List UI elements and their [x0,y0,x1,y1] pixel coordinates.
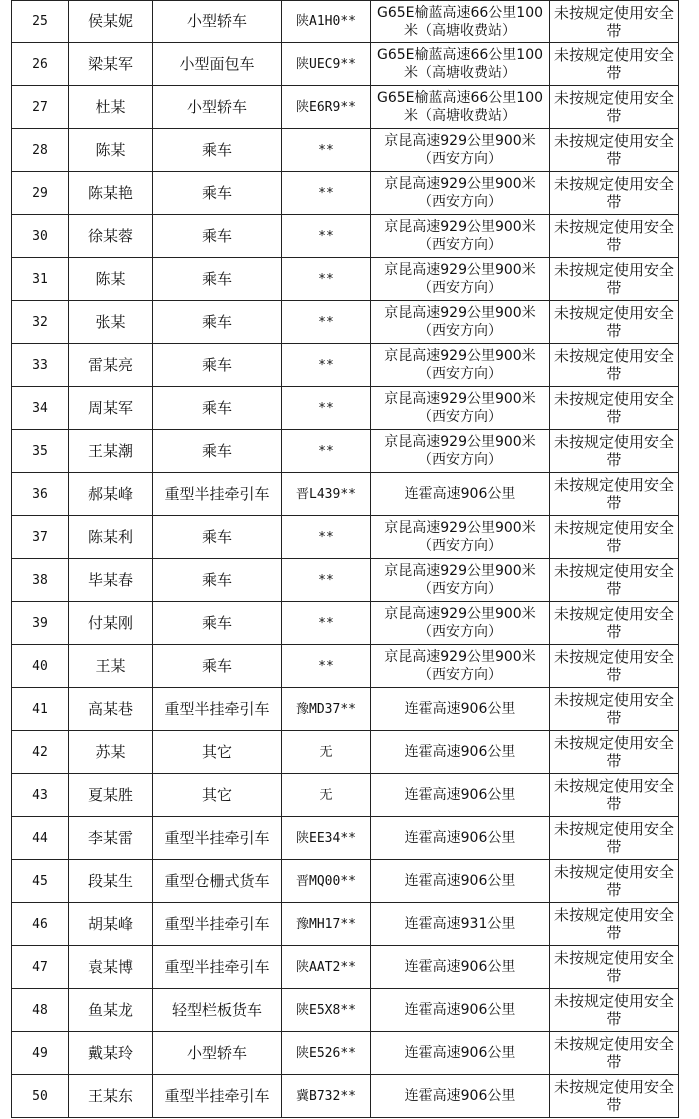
cell-location: 京昆高速929公里900米（西安方向） [371,215,550,258]
cell-number: 38 [12,559,69,602]
cell-vehicle-type: 其它 [153,731,282,774]
table-row [12,817,679,860]
cell-location: 连霍高速931公里 [371,903,550,946]
cell-number: 46 [12,903,69,946]
cell-number: 33 [12,344,69,387]
cell-name: 段某生 [69,860,153,903]
cell-plate: ** [282,516,371,559]
table-row [12,473,679,516]
cell-name: 戴某玲 [69,1032,153,1075]
table-row [12,774,679,817]
cell-number: 32 [12,301,69,344]
cell-vehicle-type: 重型半挂牵引车 [153,946,282,989]
cell-name: 陈某利 [69,516,153,559]
table-row [12,602,679,645]
cell-name: 袁某博 [69,946,153,989]
cell-number: 35 [12,430,69,473]
cell-name: 张某 [69,301,153,344]
cell-location: 连霍高速906公里 [371,774,550,817]
table-row [12,903,679,946]
cell-violation: 未按规定使用安全带 [550,645,679,688]
cell-location: 京昆高速929公里900米（西安方向） [371,516,550,559]
table-row [12,645,679,688]
cell-violation: 未按规定使用安全带 [550,344,679,387]
cell-name: 付某刚 [69,602,153,645]
table-row [12,129,679,172]
table-row [12,946,679,989]
cell-violation: 未按规定使用安全带 [550,430,679,473]
cell-number: 31 [12,258,69,301]
table-row [12,43,679,86]
cell-vehicle-type: 乘车 [153,387,282,430]
cell-name: 陈某艳 [69,172,153,215]
table-row [12,1032,679,1075]
cell-violation: 未按规定使用安全带 [550,817,679,860]
cell-vehicle-type: 乘车 [153,258,282,301]
cell-violation: 未按规定使用安全带 [550,903,679,946]
cell-vehicle-type: 重型半挂牵引车 [153,817,282,860]
cell-location: 连霍高速906公里 [371,860,550,903]
cell-name: 高某巷 [69,688,153,731]
cell-name: 雷某亮 [69,344,153,387]
cell-plate: 无 [282,731,371,774]
cell-number: 50 [12,1075,69,1118]
cell-name: 毕某春 [69,559,153,602]
cell-plate: ** [282,301,371,344]
cell-number: 40 [12,645,69,688]
cell-name: 杜某 [69,86,153,129]
cell-violation: 未按规定使用安全带 [550,1,679,43]
cell-plate: ** [282,129,371,172]
cell-location: G65E榆蓝高速66公里100米（高塘收费站） [371,1,550,43]
cell-plate: 陕EE34** [282,817,371,860]
cell-name: 陈某 [69,258,153,301]
table-row [12,989,679,1032]
cell-name: 王某潮 [69,430,153,473]
cell-violation: 未按规定使用安全带 [550,258,679,301]
cell-location: 京昆高速929公里900米（西安方向） [371,129,550,172]
cell-location: 连霍高速906公里 [371,946,550,989]
cell-location: 京昆高速929公里900米（西安方向） [371,602,550,645]
cell-name: 周某军 [69,387,153,430]
table-row [12,86,679,129]
cell-location: 连霍高速906公里 [371,731,550,774]
cell-plate: ** [282,602,371,645]
cell-violation: 未按规定使用安全带 [550,43,679,86]
cell-violation: 未按规定使用安全带 [550,946,679,989]
cell-number: 36 [12,473,69,516]
table-row [12,430,679,473]
cell-location: 京昆高速929公里900米（西安方向） [371,645,550,688]
cell-vehicle-type: 其它 [153,774,282,817]
cell-plate: ** [282,430,371,473]
cell-plate: 陕AAT2** [282,946,371,989]
cell-plate: 陕UEC9** [282,43,371,86]
cell-vehicle-type: 乘车 [153,559,282,602]
cell-plate: 晋MQ00** [282,860,371,903]
cell-number: 26 [12,43,69,86]
cell-vehicle-type: 小型轿车 [153,1032,282,1075]
cell-location: G65E榆蓝高速66公里100米（高塘收费站） [371,86,550,129]
table-row [12,215,679,258]
cell-violation: 未按规定使用安全带 [550,301,679,344]
cell-plate: ** [282,172,371,215]
cell-number: 39 [12,602,69,645]
cell-vehicle-type: 重型半挂牵引车 [153,1075,282,1118]
cell-plate: 豫MD37** [282,688,371,731]
cell-location: 京昆高速929公里900米（西安方向） [371,301,550,344]
table-row [12,344,679,387]
cell-location: 连霍高速906公里 [371,989,550,1032]
cell-number: 25 [12,1,69,43]
cell-plate: ** [282,387,371,430]
cell-number: 48 [12,989,69,1032]
cell-vehicle-type: 重型仓栅式货车 [153,860,282,903]
cell-location: 京昆高速929公里900米（西安方向） [371,172,550,215]
table-row [12,688,679,731]
cell-number: 49 [12,1032,69,1075]
cell-location: 连霍高速906公里 [371,688,550,731]
cell-violation: 未按规定使用安全带 [550,559,679,602]
cell-name: 苏某 [69,731,153,774]
cell-vehicle-type: 重型半挂牵引车 [153,688,282,731]
cell-plate: ** [282,215,371,258]
cell-number: 44 [12,817,69,860]
table-row [12,860,679,903]
cell-location: 京昆高速929公里900米（西安方向） [371,258,550,301]
cell-plate: ** [282,645,371,688]
cell-plate: 冀B732** [282,1075,371,1118]
cell-plate: ** [282,559,371,602]
table-row [12,172,679,215]
cell-location: 连霍高速906公里 [371,817,550,860]
cell-name: 胡某峰 [69,903,153,946]
cell-vehicle-type: 乘车 [153,215,282,258]
cell-violation: 未按规定使用安全带 [550,731,679,774]
cell-name: 梁某军 [69,43,153,86]
cell-vehicle-type: 轻型栏板货车 [153,989,282,1032]
cell-number: 28 [12,129,69,172]
table-row [12,258,679,301]
cell-violation: 未按规定使用安全带 [550,1075,679,1118]
cell-vehicle-type: 乘车 [153,129,282,172]
table-row [12,301,679,344]
cell-number: 30 [12,215,69,258]
cell-vehicle-type: 乘车 [153,344,282,387]
cell-number: 42 [12,731,69,774]
cell-vehicle-type: 重型半挂牵引车 [153,473,282,516]
cell-vehicle-type: 小型轿车 [153,1,282,43]
cell-number: 43 [12,774,69,817]
cell-violation: 未按规定使用安全带 [550,1032,679,1075]
table-row [12,731,679,774]
cell-plate: 陕E6R9** [282,86,371,129]
cell-name: 王某东 [69,1075,153,1118]
cell-violation: 未按规定使用安全带 [550,473,679,516]
cell-location: 连霍高速906公里 [371,1075,550,1118]
cell-vehicle-type: 重型半挂牵引车 [153,903,282,946]
cell-number: 29 [12,172,69,215]
cell-vehicle-type: 小型轿车 [153,86,282,129]
table-row [12,559,679,602]
cell-plate: 陕E526** [282,1032,371,1075]
cell-number: 27 [12,86,69,129]
violation-table-body [12,1,679,1118]
cell-violation: 未按规定使用安全带 [550,387,679,430]
cell-plate: 豫MH17** [282,903,371,946]
cell-violation: 未按规定使用安全带 [550,602,679,645]
cell-violation: 未按规定使用安全带 [550,516,679,559]
cell-violation: 未按规定使用安全带 [550,129,679,172]
cell-plate: 晋L439** [282,473,371,516]
cell-number: 41 [12,688,69,731]
cell-plate: 无 [282,774,371,817]
table-row [12,1,679,43]
cell-location: 京昆高速929公里900米（西安方向） [371,430,550,473]
cell-name: 李某雷 [69,817,153,860]
cell-vehicle-type: 小型面包车 [153,43,282,86]
cell-plate: 陕A1H0** [282,1,371,43]
cell-violation: 未按规定使用安全带 [550,989,679,1032]
cell-plate: ** [282,258,371,301]
cell-plate: 陕E5X8** [282,989,371,1032]
cell-number: 37 [12,516,69,559]
cell-violation: 未按规定使用安全带 [550,774,679,817]
cell-vehicle-type: 乘车 [153,602,282,645]
cell-location: 连霍高速906公里 [371,473,550,516]
cell-violation: 未按规定使用安全带 [550,86,679,129]
cell-number: 45 [12,860,69,903]
table-row [12,1075,679,1118]
cell-location: 京昆高速929公里900米（西安方向） [371,387,550,430]
cell-location: 京昆高速929公里900米（西安方向） [371,344,550,387]
cell-vehicle-type: 乘车 [153,516,282,559]
cell-location: 京昆高速929公里900米（西安方向） [371,559,550,602]
cell-vehicle-type: 乘车 [153,430,282,473]
cell-violation: 未按规定使用安全带 [550,215,679,258]
cell-name: 陈某 [69,129,153,172]
cell-name: 徐某蓉 [69,215,153,258]
cell-violation: 未按规定使用安全带 [550,688,679,731]
cell-name: 郝某峰 [69,473,153,516]
cell-name: 夏某胜 [69,774,153,817]
cell-vehicle-type: 乘车 [153,172,282,215]
cell-number: 34 [12,387,69,430]
cell-violation: 未按规定使用安全带 [550,172,679,215]
table-row [12,516,679,559]
cell-violation: 未按规定使用安全带 [550,860,679,903]
cell-name: 侯某妮 [69,1,153,43]
cell-vehicle-type: 乘车 [153,645,282,688]
cell-vehicle-type: 乘车 [153,301,282,344]
table-row [12,387,679,430]
cell-location: 连霍高速906公里 [371,1032,550,1075]
cell-name: 鱼某龙 [69,989,153,1032]
violation-table [11,0,679,1118]
cell-plate: ** [282,344,371,387]
cell-number: 47 [12,946,69,989]
cell-location: G65E榆蓝高速66公里100米（高塘收费站） [371,43,550,86]
cell-name: 王某 [69,645,153,688]
